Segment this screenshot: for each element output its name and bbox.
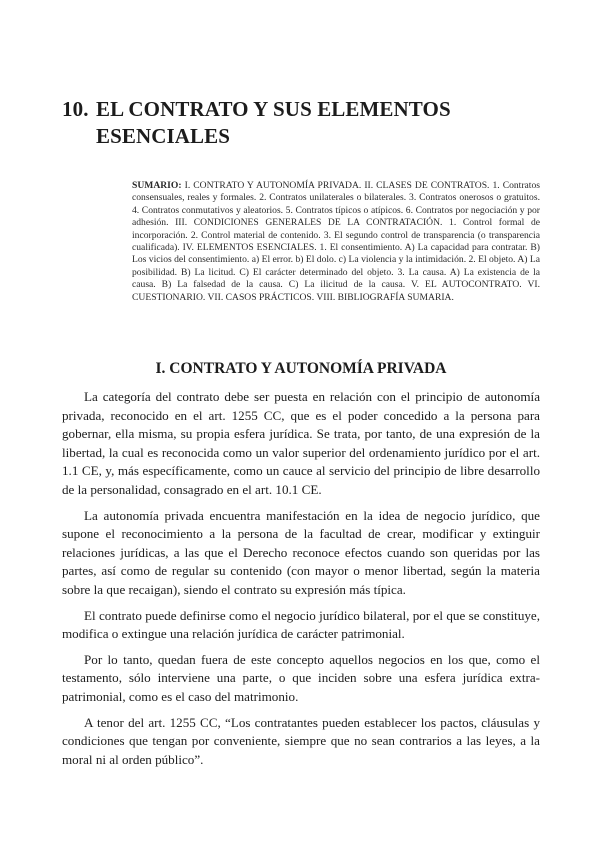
section-heading: I. CONTRATO Y AUTONOMÍA PRIVADA: [155, 360, 447, 377]
chapter-title-line-1: EL CONTRATO Y SUS ELEMENTOS: [96, 97, 451, 121]
chapter-number: 10.: [62, 97, 89, 121]
summary-text: I. CONTRATO Y AUTONOMÍA PRIVADA. II. CLASES DE CONTRATOS. 1. Contratos consensuales, reales y formales. 2. Contratos unilaterales o bilaterales. 3. Contratos onerosos o gratuitos. 4. Contratos conmutativos y aleatorios. 5. Contratos típicos o atípicos. 6. Contratos por negociación y por adhesión. III. CONDICIONES GENERALES DE LA CONTRATACIÓN. 1. Control formal de incorporación. 2. Control material de contenido. 3. El segundo control de transparencia (o transparencia cualificada). IV. ELEMENTOS ESENCIALES. 1. El consentimiento. A) La capacidad para contratar. B) Los vicios del consentimiento. a) El error. b) El dolo. c) La violencia y la intimidación. 2. El objeto. A) La posibilidad. B) La licitud. C) El carácter determinado del objeto. 3. La causa. A) La existencia de la causa. B) La falsedad de la causa. C) La ilicitud de la causa. V. EL AUTOCONTRATO. VI. CUESTIONARIO. VII. CASOS PRÁCTICOS. VIII. BIBLIOGRAFÍA SUMARIA.: [132, 180, 540, 303]
body-paragraph-1: La categoría del contrato debe ser puesta en relación con el principio de autonomía privada, reconocido en el art. 1255 CC, que es el poder concedido a la persona para gobernar, ella misma, su propia esfera jurídica. Se trata, por tanto, de una expresión de la libertad, la cual es reconocida como un valor superior del ordenamiento jurídico por el art. 1.1 CE, y, más específicamente, como un cauce al servicio del principio de libre desarrollo de la personalidad, consagrado en el art. 10.1 CE.: [62, 389, 540, 497]
summary-label: SUMARIO:: [132, 180, 182, 191]
body-paragraph-5: A tenor del art. 1255 CC, “Los contratantes pueden establecer los pactos, cláusulas y condiciones que tengan por conveniente, siempre que no sean contrarios a las leyes, a la moral ni al orden público”.: [62, 714, 540, 767]
body-paragraph-2: La autonomía privada encuentra manifestación en la idea de negocio jurídico, que supone el reconocimiento a la persona de la facultad de crear, modificar y extinguir relaciones jurídicas, a las que el Derecho reconoce efectos cuando son queridas por las partes, así como de regular su contenido (con mayor o menor libertad, según la materia sobre la que recaigan), siendo el contrato su expresión más típica.: [62, 507, 540, 597]
section-body: [62, 388, 540, 776]
body-paragraph-4: Por lo tanto, quedan fuera de este concepto aquellos negocios en los que, como el testamento, sólo interviene una parte, o que inciden sobre una esfera jurídica extra-patrimonial, como es el caso del matrimonio.: [62, 651, 540, 704]
chapter-title-line-2: ESENCIALES: [96, 124, 231, 148]
summary-block: [132, 180, 540, 304]
body-paragraph-3: El contrato puede definirse como el negocio jurídico bilateral, por el que se constituye, modifica o extingue una relación jurídica de carácter patrimonial.: [62, 607, 540, 642]
chapter-title: [62, 96, 532, 150]
